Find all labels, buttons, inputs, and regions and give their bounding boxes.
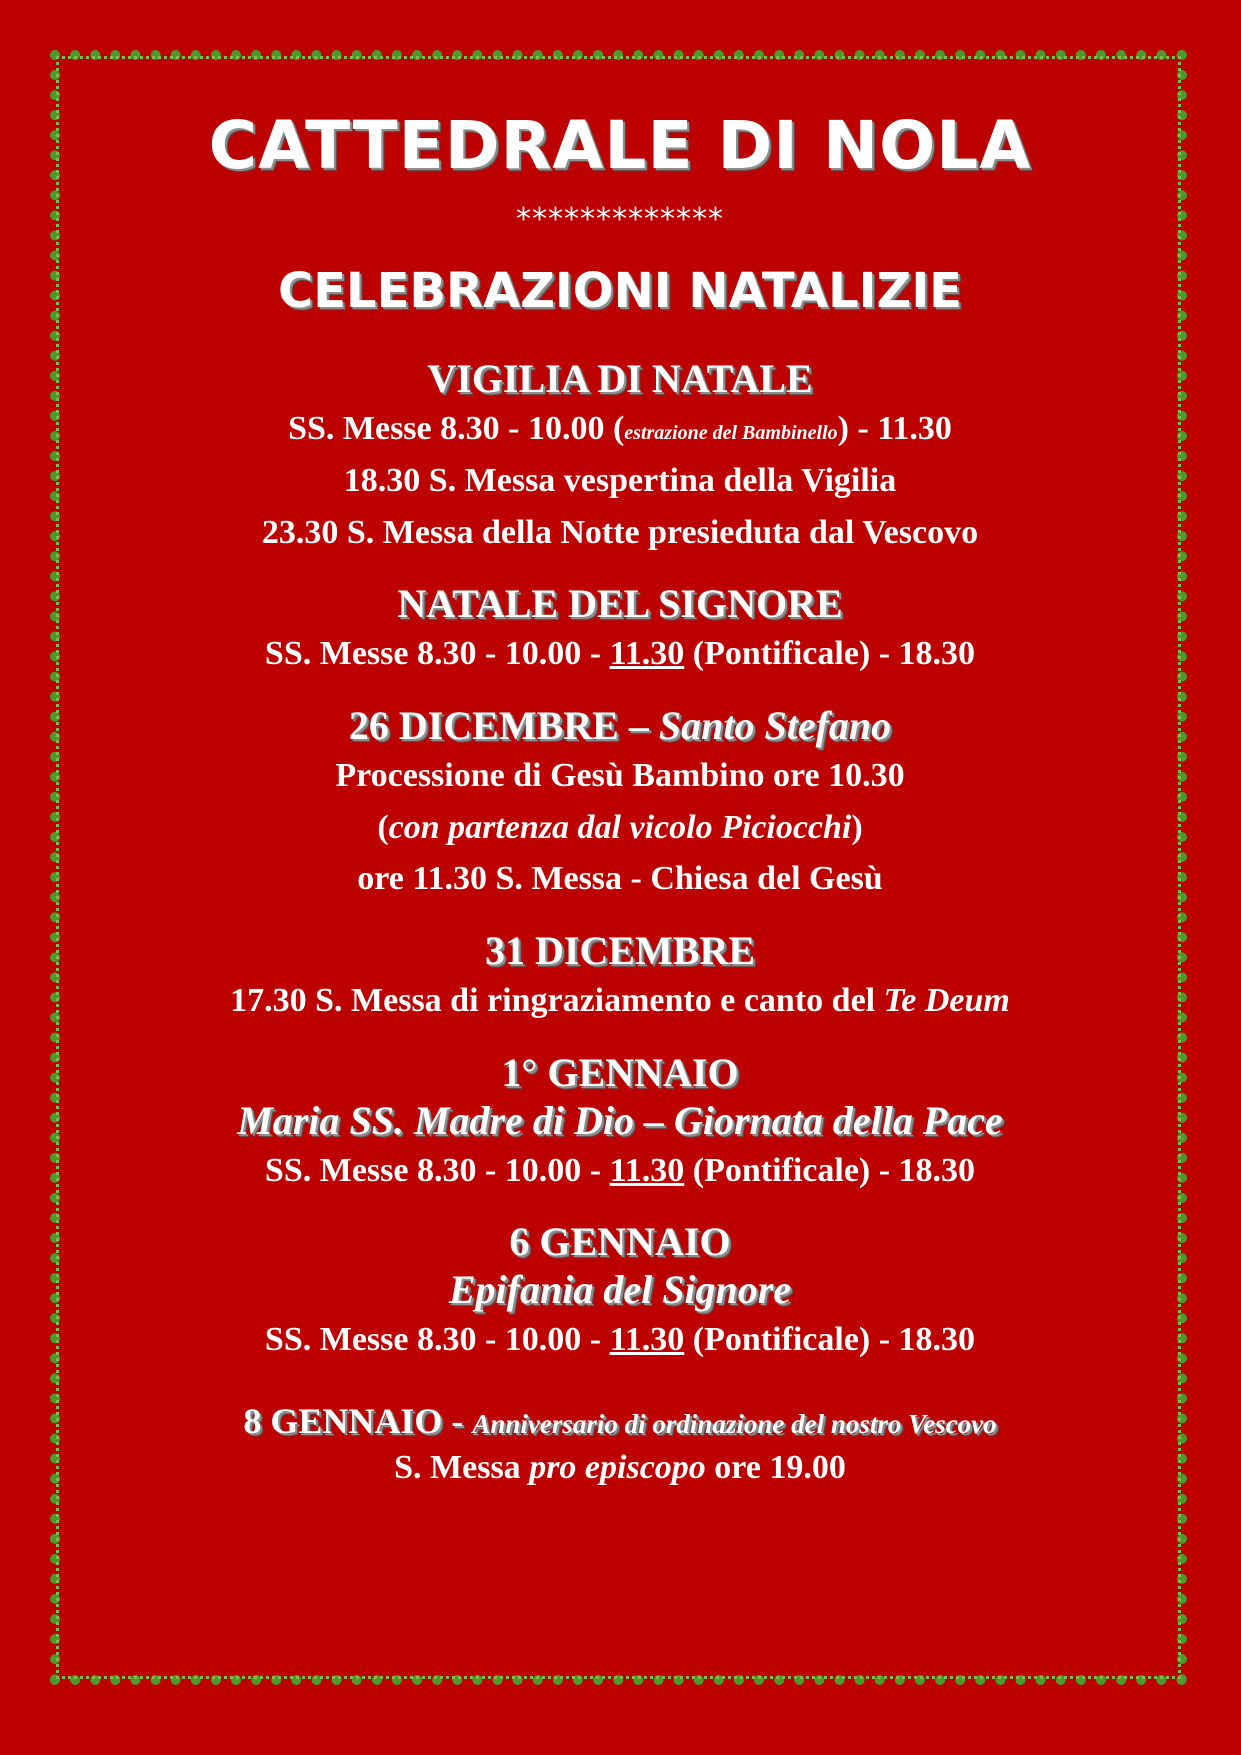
schedule-line: ore 11.30 S. Messa - Chiesa del Gesù — [357, 860, 883, 898]
schedule-line: 23.30 S. Messa della Notte presieduta dal Vescovo — [261, 513, 979, 551]
schedule-text: (Pontificale) - 18.30 — [684, 635, 976, 673]
schedule-line — [70, 403, 1170, 455]
section-santo-stefano — [70, 702, 1170, 905]
schedule-text: SS. Messe 8.30 - 10.00 ( — [288, 410, 625, 448]
schedule-line — [70, 1314, 1170, 1366]
pontifical-time: 11.30 — [609, 1151, 685, 1189]
section-1-gennaio — [70, 1049, 1170, 1197]
schedule-text: (Pontificale) - 18.30 — [684, 1151, 976, 1189]
page-title: CATTEDRALE DI NOLA — [208, 107, 1032, 184]
te-deum: Te Deum — [883, 982, 1010, 1020]
schedule-text: ore 19.00 — [705, 1449, 846, 1487]
pontifical-time: 11.30 — [609, 1321, 685, 1359]
section-heading — [70, 702, 1170, 750]
schedule-note: con partenza dal vicolo Piciocchi — [388, 808, 852, 846]
heading-date: 26 DICEMBRE – — [348, 703, 659, 749]
section-heading: NATALE DEL SIGNORE — [397, 581, 843, 627]
schedule-line — [70, 628, 1170, 680]
schedule-line — [70, 1145, 1170, 1197]
schedule-note: estrazione del Bambinello — [624, 422, 838, 445]
schedule-line — [70, 1442, 1170, 1494]
section-natale — [70, 580, 1170, 680]
section-vigilia — [70, 355, 1170, 558]
schedule-line — [70, 975, 1170, 1027]
section-subheading: Maria SS. Madre di Dio – Giornata della Pace — [237, 1097, 1003, 1143]
section-heading: 6 GENNAIO — [509, 1219, 731, 1265]
pontifical-time: 11.30 — [609, 635, 685, 673]
section-heading — [70, 1400, 1170, 1442]
schedule-text: SS. Messe 8.30 - 10.00 - — [264, 635, 610, 673]
pro-episcopo: pro episcopo — [529, 1449, 706, 1487]
schedule-line: Processione di Gesù Bambino ore 10.30 — [335, 757, 905, 795]
section-heading: 31 DICEMBRE — [484, 928, 756, 974]
heading-date: 8 GENNAIO - — [243, 1401, 473, 1442]
schedule-line — [70, 802, 1170, 854]
heading-saint: Santo Stefano — [658, 703, 892, 749]
schedule-line: 18.30 S. Messa vespertina della Vigilia — [343, 462, 897, 500]
heading-note: Anniversario di ordinazione del nostro Vescovo — [472, 1409, 997, 1440]
schedule-text: SS. Messe 8.30 - 10.00 - — [264, 1321, 610, 1359]
schedule-text: ) - 11.30 — [837, 410, 952, 448]
section-31-dicembre — [70, 927, 1170, 1027]
schedule-text: 17.30 S. Messa di ringraziamento e canto del — [230, 982, 884, 1020]
schedule-text: SS. Messe 8.30 - 10.00 - — [264, 1151, 610, 1189]
section-6-gennaio — [70, 1218, 1170, 1366]
section-8-gennaio — [70, 1400, 1170, 1494]
section-heading: VIGILIA DI NATALE — [427, 356, 813, 402]
section-subheading: Epifania del Signore — [448, 1267, 792, 1313]
schedule-text: S. Messa — [394, 1449, 530, 1487]
paren-open: ( — [377, 808, 389, 846]
section-heading: 1° GENNAIO — [501, 1049, 739, 1095]
poster-content — [70, 100, 1170, 1494]
stars-divider: ************* — [516, 201, 724, 237]
schedule-text: (Pontificale) - 18.30 — [684, 1321, 976, 1359]
page-subtitle: CELEBRAZIONI NATALIZIE — [278, 262, 962, 319]
paren-close: ) — [851, 808, 863, 846]
